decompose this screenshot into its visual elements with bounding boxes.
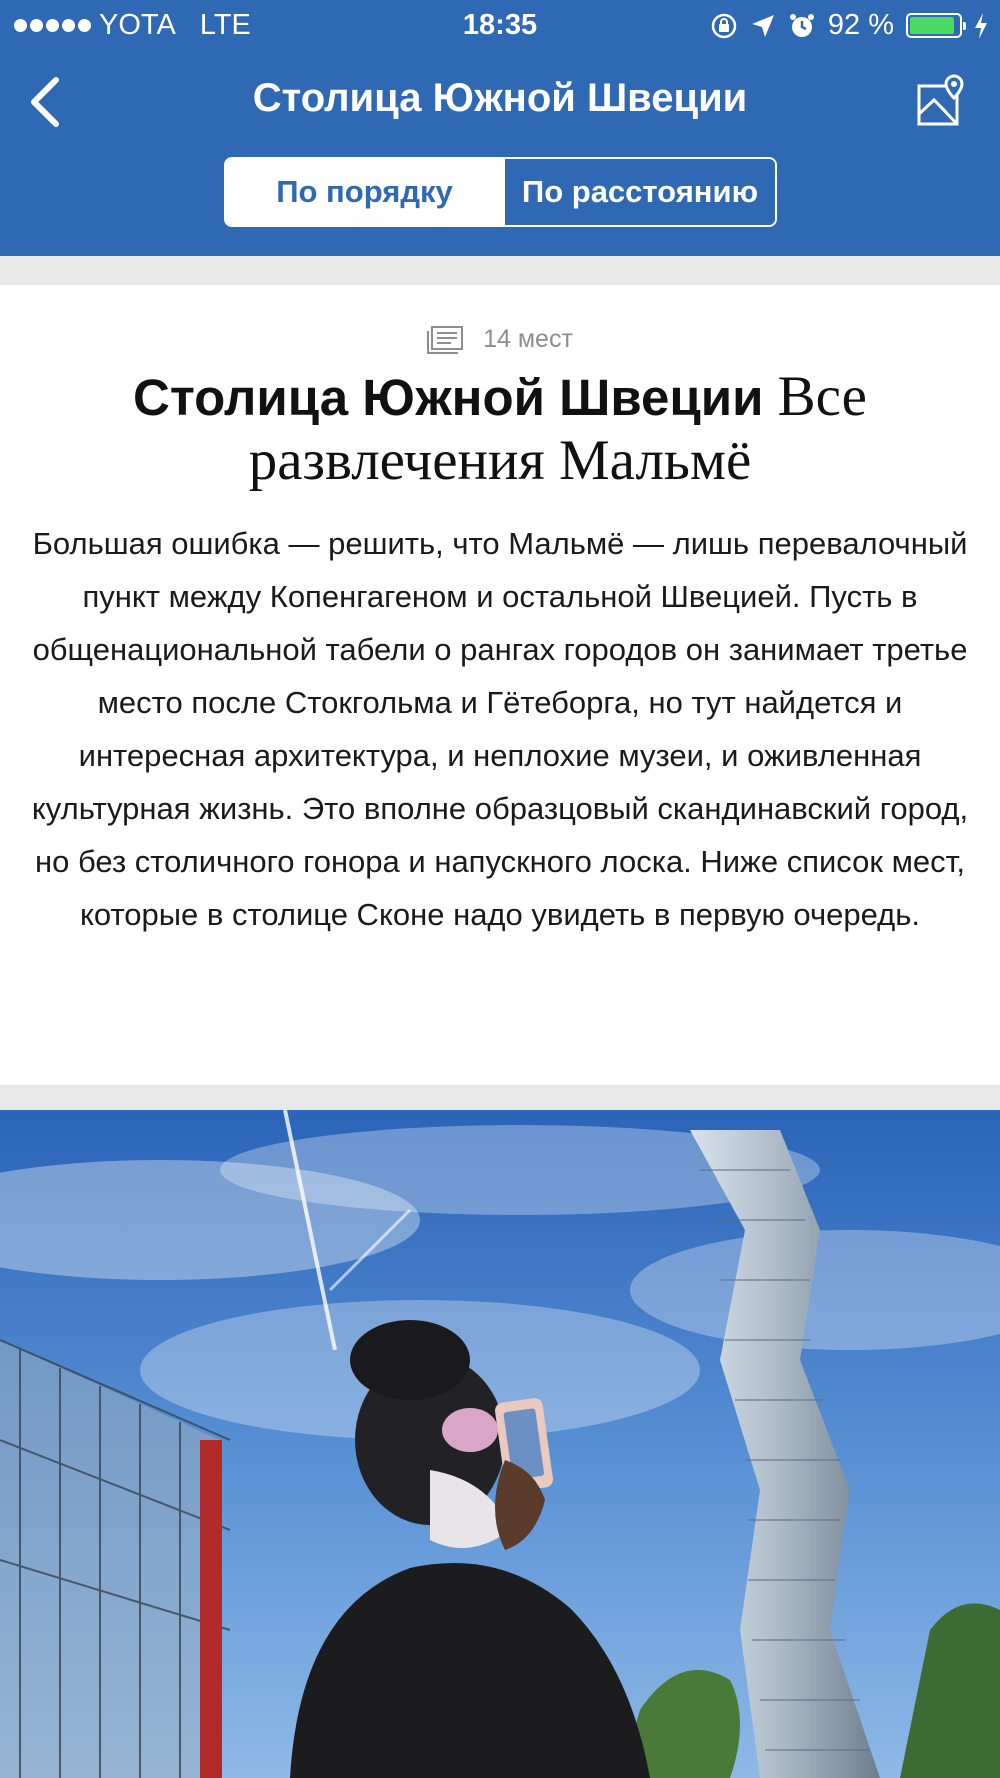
carrier-label: YOTA: [99, 9, 176, 41]
separator: [0, 1085, 1000, 1110]
chevron-left-icon: [22, 70, 72, 130]
map-icon: [916, 74, 966, 128]
status-bar-right: [710, 9, 988, 42]
places-meta: [0, 325, 1000, 354]
places-count: 14 мест: [483, 325, 573, 353]
alarm-icon: [788, 12, 816, 40]
charging-bolt-icon: [974, 13, 988, 39]
map-button[interactable]: [916, 74, 966, 128]
headline-serif: Все развлечения Мальмё: [248, 365, 867, 492]
headline-bold: Столица Южной Швеции: [133, 369, 764, 426]
card-description: Большая ошибка — решить, что Мальмё — лишь перевалочный пункт между Копенгагеном и остальной Швецией. Пусть в общенациональной табели о рангах городов он занимает третье место после Стокгольма и Гётеборга, но тут найдется и интересная архитектура, и неплохие музеи, и оживленная культурная жизнь. Это вполне образцовый скандинавский город, но без столичного гонора и напускного лоска. Ниже список мест, которые в столице Сконе надо увидеть в первую очередь.: [31, 526, 969, 932]
card-headline: [20, 365, 980, 493]
network-label: LTE: [199, 9, 251, 41]
intro-card: [0, 285, 1000, 1085]
nav-title: Столица Южной Швеции: [252, 76, 748, 120]
location-arrow-icon: [750, 13, 776, 39]
battery-fill: [910, 17, 954, 34]
separator: [0, 256, 1000, 285]
battery-icon: [906, 13, 962, 38]
rotation-lock-icon: [710, 12, 738, 40]
place-photo[interactable]: [0, 1110, 1000, 1778]
photo-illustration: [0, 1110, 1000, 1778]
app-header: [0, 0, 1000, 256]
back-button[interactable]: [22, 70, 72, 130]
list-icon: [427, 326, 463, 354]
sort-segmented-control: [224, 157, 777, 227]
status-bar: [0, 0, 1000, 52]
segment-distance[interactable]: По расстоянию: [503, 159, 775, 225]
battery-percent: 92 %: [827, 9, 894, 41]
segment-order[interactable]: По порядку: [226, 159, 503, 225]
status-time: 18:35: [462, 9, 538, 41]
